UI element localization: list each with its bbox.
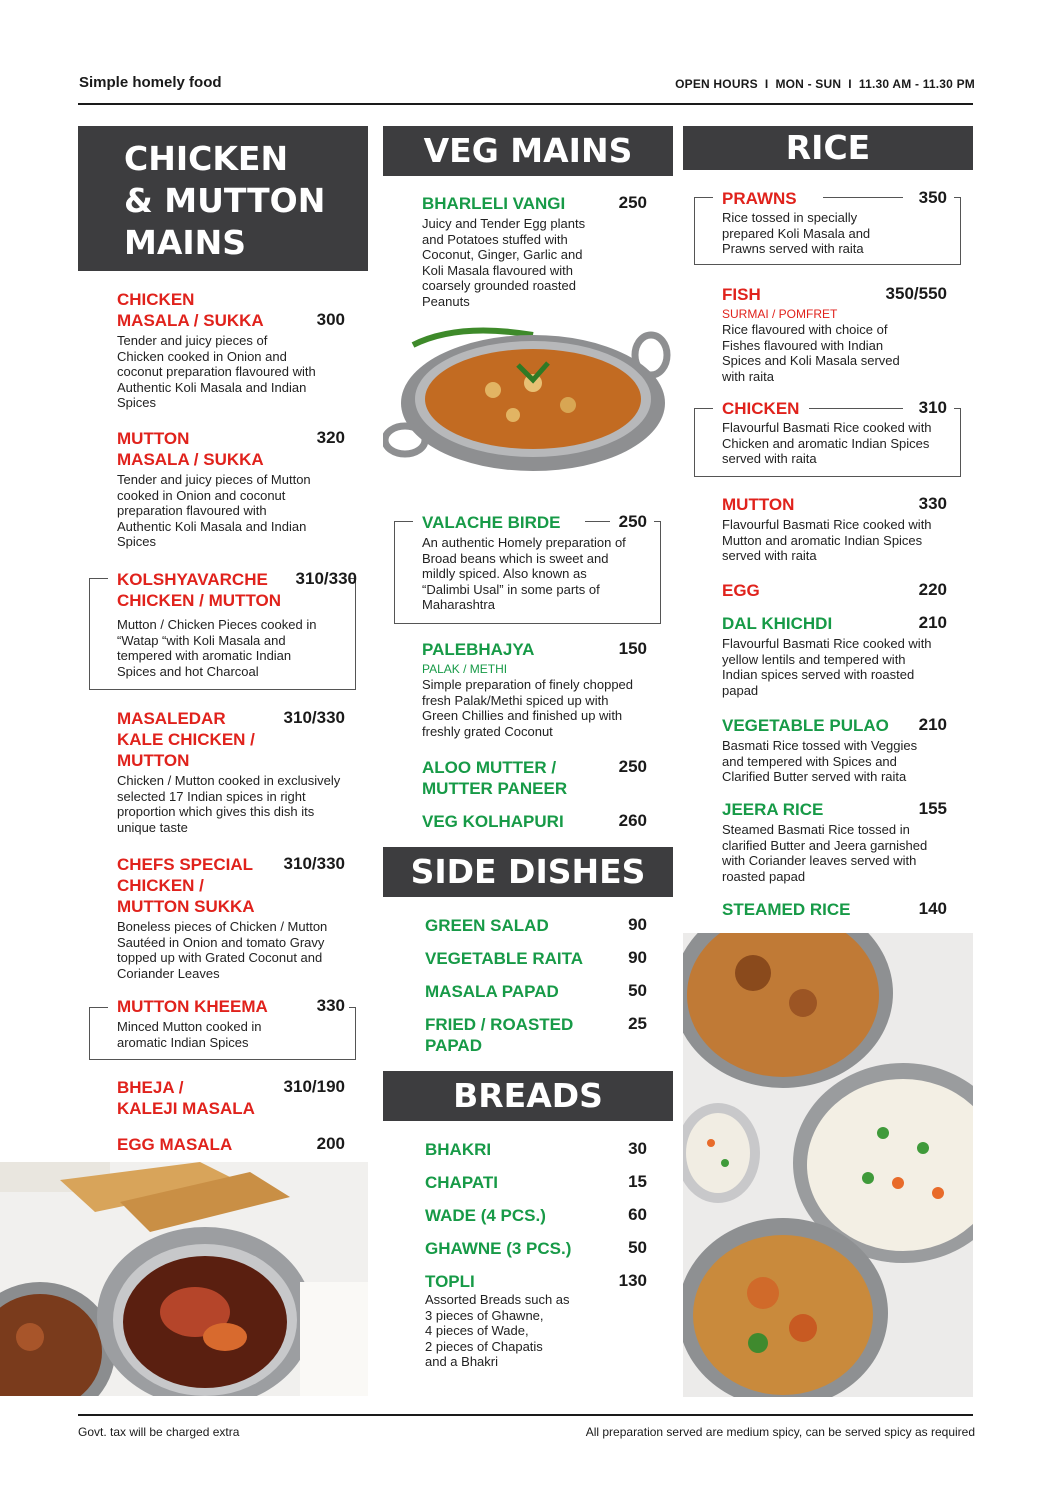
item-description: Basmati Rice tossed with Veggies and tempered with Spices and Clarified Butter served with raita bbox=[722, 738, 918, 784]
item-name: MASALA PAPAD bbox=[425, 982, 559, 1001]
menu-item bbox=[425, 1014, 647, 1056]
item-price: 310 bbox=[918, 398, 947, 417]
item-price: 250 bbox=[618, 512, 647, 531]
item-description: An authentic Homely preparation of Broad beans which is sweet and mildly spiced. Also known as “Dalimbi Usal” in some parts of Maharashtra bbox=[422, 535, 626, 612]
item-name: MUTTON bbox=[117, 751, 190, 770]
section-title-line: MAINS bbox=[124, 223, 247, 262]
menu-item bbox=[117, 996, 345, 1050]
menu-item bbox=[425, 948, 647, 969]
item-price: 90 bbox=[628, 915, 647, 934]
item-price: 200 bbox=[316, 1134, 345, 1153]
item-description: Tender and juicy pieces of Mutton cooked in Onion and coconut preparation flavoured with Authentic Koli Masala and Indian Spices bbox=[117, 472, 311, 549]
item-description: Boneless pieces of Chicken / Mutton Sautéed in Onion and tomato Gravy topped up with Grated Coconut and Coriander Leaves bbox=[117, 919, 328, 981]
item-price: 320 bbox=[316, 428, 345, 447]
menu-item bbox=[722, 284, 947, 384]
tagline: Simple homely food bbox=[79, 74, 222, 91]
description-line: 3 pieces of Ghawne, bbox=[425, 1307, 544, 1323]
menu-item bbox=[422, 811, 647, 832]
item-price: 15 bbox=[628, 1172, 647, 1191]
menu-item bbox=[117, 569, 357, 679]
section-title-line: & MUTTON bbox=[124, 181, 326, 220]
tax-note: Govt. tax will be charged extra bbox=[78, 1425, 240, 1439]
item-name: STEAMED RICE bbox=[722, 900, 851, 919]
item-price: 50 bbox=[628, 1238, 647, 1257]
header-rule bbox=[78, 103, 973, 105]
side-dishes-header: SIDE DISHES bbox=[383, 847, 673, 897]
food-photo-usal bbox=[383, 325, 673, 495]
item-name: VEGETABLE RAITA bbox=[425, 949, 584, 968]
item-name: EGG MASALA bbox=[117, 1135, 233, 1154]
item-name: FISH bbox=[722, 285, 761, 304]
item-name: CHICKEN bbox=[722, 399, 800, 418]
item-price: 210 bbox=[918, 613, 947, 632]
item-price: 155 bbox=[918, 799, 947, 818]
open-hours: OPEN HOURS I MON - SUN I 11.30 AM - 11.30 PM bbox=[675, 77, 975, 91]
item-price: 140 bbox=[918, 899, 947, 918]
item-price: 130 bbox=[618, 1271, 647, 1290]
menu-item bbox=[425, 915, 647, 936]
footer-rule bbox=[78, 1414, 973, 1416]
menu-item bbox=[425, 1205, 647, 1226]
menu-item bbox=[722, 715, 947, 785]
item-price: 210 bbox=[918, 715, 947, 734]
chicken-mutton-header bbox=[78, 126, 368, 271]
item-name: WADE (4 PCS.) bbox=[425, 1206, 546, 1225]
item-description: Juicy and Tender Egg plants and Potatoes stuffed with Coconut, Ginger, Garlic and Koli Masala flavoured with coarsely grounded roasted Peanuts bbox=[422, 216, 586, 309]
food-photo-curries bbox=[0, 1162, 368, 1396]
spice-note: All preparation served are medium spicy, can be served spicy as required bbox=[585, 1425, 975, 1439]
menu-item bbox=[117, 289, 345, 411]
item-price: 90 bbox=[628, 948, 647, 967]
menu-item bbox=[425, 1238, 647, 1259]
item-name: CHICKEN / MUTTON bbox=[117, 591, 282, 610]
item-name: EGG bbox=[722, 581, 760, 600]
item-price: 220 bbox=[918, 580, 947, 599]
menu-item bbox=[422, 757, 647, 799]
item-name: BHEJA / bbox=[117, 1078, 184, 1097]
item-name: TOPLI bbox=[425, 1272, 475, 1291]
item-description: Mutton / Chicken Pieces cooked in “Watap “with Koli Masala and tempered with aromatic Indian Spices and hot Charcoal bbox=[117, 617, 317, 679]
item-name: PALEBHAJYA bbox=[422, 640, 535, 659]
item-price: 250 bbox=[618, 193, 647, 212]
curry-bowls-illustration bbox=[0, 1162, 368, 1396]
item-name: GHAWNE (3 PCS.) bbox=[425, 1239, 572, 1258]
menu-item bbox=[722, 899, 947, 920]
biryani-pulao-illustration bbox=[683, 933, 973, 1397]
item-name: GREEN SALAD bbox=[425, 916, 549, 935]
item-price: 310/330 bbox=[283, 708, 345, 727]
item-name: MUTTER PANEER bbox=[422, 779, 568, 798]
item-description: Flavourful Basmati Rice cooked with Mutton and aromatic Indian Spices served with raita bbox=[722, 517, 932, 563]
veg-mains-header: VEG MAINS bbox=[383, 126, 673, 176]
item-name: MUTTON SUKKA bbox=[117, 897, 255, 916]
item-name: MASALA / SUKKA bbox=[117, 450, 264, 469]
item-name: VALACHE BIRDE bbox=[422, 513, 561, 532]
menu-item bbox=[425, 1139, 647, 1160]
item-name: VEGETABLE PULAO bbox=[722, 716, 889, 735]
item-name: CHEFS SPECIAL bbox=[117, 855, 254, 874]
item-price: 310/330 bbox=[283, 854, 345, 873]
item-price: 260 bbox=[618, 811, 647, 830]
item-name: CHICKEN / bbox=[117, 876, 204, 895]
menu-item bbox=[722, 580, 947, 601]
menu-item bbox=[722, 613, 947, 698]
description-line: Assorted Breads such as bbox=[425, 1292, 570, 1307]
item-price: 150 bbox=[618, 639, 647, 658]
item-price: 50 bbox=[628, 981, 647, 1000]
item-name: KALE CHICKEN / bbox=[117, 730, 255, 749]
description-line: 2 pieces of Chapatis bbox=[425, 1338, 543, 1354]
item-price: 330 bbox=[316, 996, 345, 1015]
beans-curry-illustration bbox=[383, 325, 673, 495]
item-description: Minced Mutton cooked in aromatic Indian Spices bbox=[117, 1019, 262, 1050]
item-price: 30 bbox=[628, 1139, 647, 1158]
food-photo-biryani bbox=[683, 933, 973, 1397]
menu-item bbox=[422, 193, 647, 309]
item-name: MUTTON bbox=[722, 495, 795, 514]
menu-item bbox=[425, 981, 647, 1002]
item-price: 310/330 bbox=[295, 569, 357, 588]
item-price: 25 bbox=[628, 1014, 647, 1033]
menu-item bbox=[722, 799, 947, 884]
menu-item bbox=[117, 428, 345, 550]
menu-item bbox=[422, 639, 647, 739]
menu-item bbox=[722, 188, 947, 257]
menu-item bbox=[722, 398, 947, 467]
menu-item bbox=[722, 494, 947, 564]
description-line: 4 pieces of Wade, bbox=[425, 1323, 529, 1338]
rice-header: RICE bbox=[683, 126, 973, 170]
item-name: PAPAD bbox=[425, 1036, 482, 1055]
section-title-line: CHICKEN bbox=[124, 139, 289, 178]
item-description bbox=[425, 1292, 647, 1370]
item-description: Chicken / Mutton cooked in exclusively selected 17 Indian spices in right proportion which gives this dish its unique taste bbox=[117, 773, 341, 835]
menu-item bbox=[425, 1172, 647, 1193]
menu-item bbox=[425, 1271, 647, 1370]
item-name: KOLSHYAVARCHE bbox=[117, 570, 268, 589]
item-price: 60 bbox=[628, 1205, 647, 1224]
item-description: Flavourful Basmati Rice cooked with yellow lentils and tempered with Indian spices served with roasted papad bbox=[722, 636, 932, 698]
item-name: BHARLELI VANGI bbox=[422, 194, 566, 213]
item-price: 350/550 bbox=[885, 284, 947, 303]
item-name: JEERA RICE bbox=[722, 800, 824, 819]
menu-item bbox=[117, 1077, 345, 1119]
item-description: Flavourful Basmati Rice cooked with Chicken and aromatic Indian Spices served with raita bbox=[722, 420, 932, 466]
item-name: BHAKRI bbox=[425, 1140, 492, 1159]
item-name: CHICKEN bbox=[117, 290, 195, 309]
item-description: Simple preparation of finely chopped fresh Palak/Methi spiced up with Green Chillies and finished up with freshly grated Coconut bbox=[422, 677, 634, 739]
item-name: MASALA / SUKKA bbox=[117, 311, 264, 330]
menu-item bbox=[117, 708, 345, 835]
item-description: Rice tossed in specially prepared Koli Masala and Prawns served with raita bbox=[722, 210, 871, 256]
item-name: VEG KOLHAPURI bbox=[422, 812, 564, 831]
item-description: Rice flavoured with choice of Fishes flavoured with Indian Spices and Koli Masala served with raita bbox=[722, 322, 900, 384]
item-variant: PALAK / METHI bbox=[422, 662, 508, 676]
item-description: Tender and juicy pieces of Chicken cooked in Onion and coconut preparation flavoured with Authentic Koli Masala and Indian Spices bbox=[117, 333, 316, 410]
description-line: and a Bhakri bbox=[425, 1354, 498, 1369]
item-price: 250 bbox=[618, 757, 647, 776]
item-price: 330 bbox=[918, 494, 947, 513]
item-name: MUTTON KHEEMA bbox=[117, 997, 268, 1016]
menu-item bbox=[117, 854, 345, 981]
menu-item bbox=[117, 1134, 345, 1155]
item-price: 350 bbox=[918, 188, 947, 207]
item-name: FRIED / ROASTED bbox=[425, 1015, 574, 1034]
item-name: MASALEDAR bbox=[117, 709, 226, 728]
menu-item bbox=[422, 512, 647, 613]
item-description: Steamed Basmati Rice tossed in clarified Butter and Jeera garnished with Coriander leaves served with roasted papad bbox=[722, 822, 928, 884]
item-variant: SURMAI / POMFRET bbox=[722, 307, 838, 321]
item-name: ALOO MUTTER / bbox=[422, 758, 557, 777]
item-name: MUTTON bbox=[117, 429, 190, 448]
breads-header: BREADS bbox=[383, 1071, 673, 1121]
item-name: KALEJI MASALA bbox=[117, 1099, 255, 1118]
item-name: DAL KHICHDI bbox=[722, 614, 833, 633]
item-name: CHAPATI bbox=[425, 1173, 499, 1192]
item-price: 310/190 bbox=[283, 1077, 345, 1096]
item-name: PRAWNS bbox=[722, 189, 797, 208]
item-price: 300 bbox=[316, 310, 345, 329]
